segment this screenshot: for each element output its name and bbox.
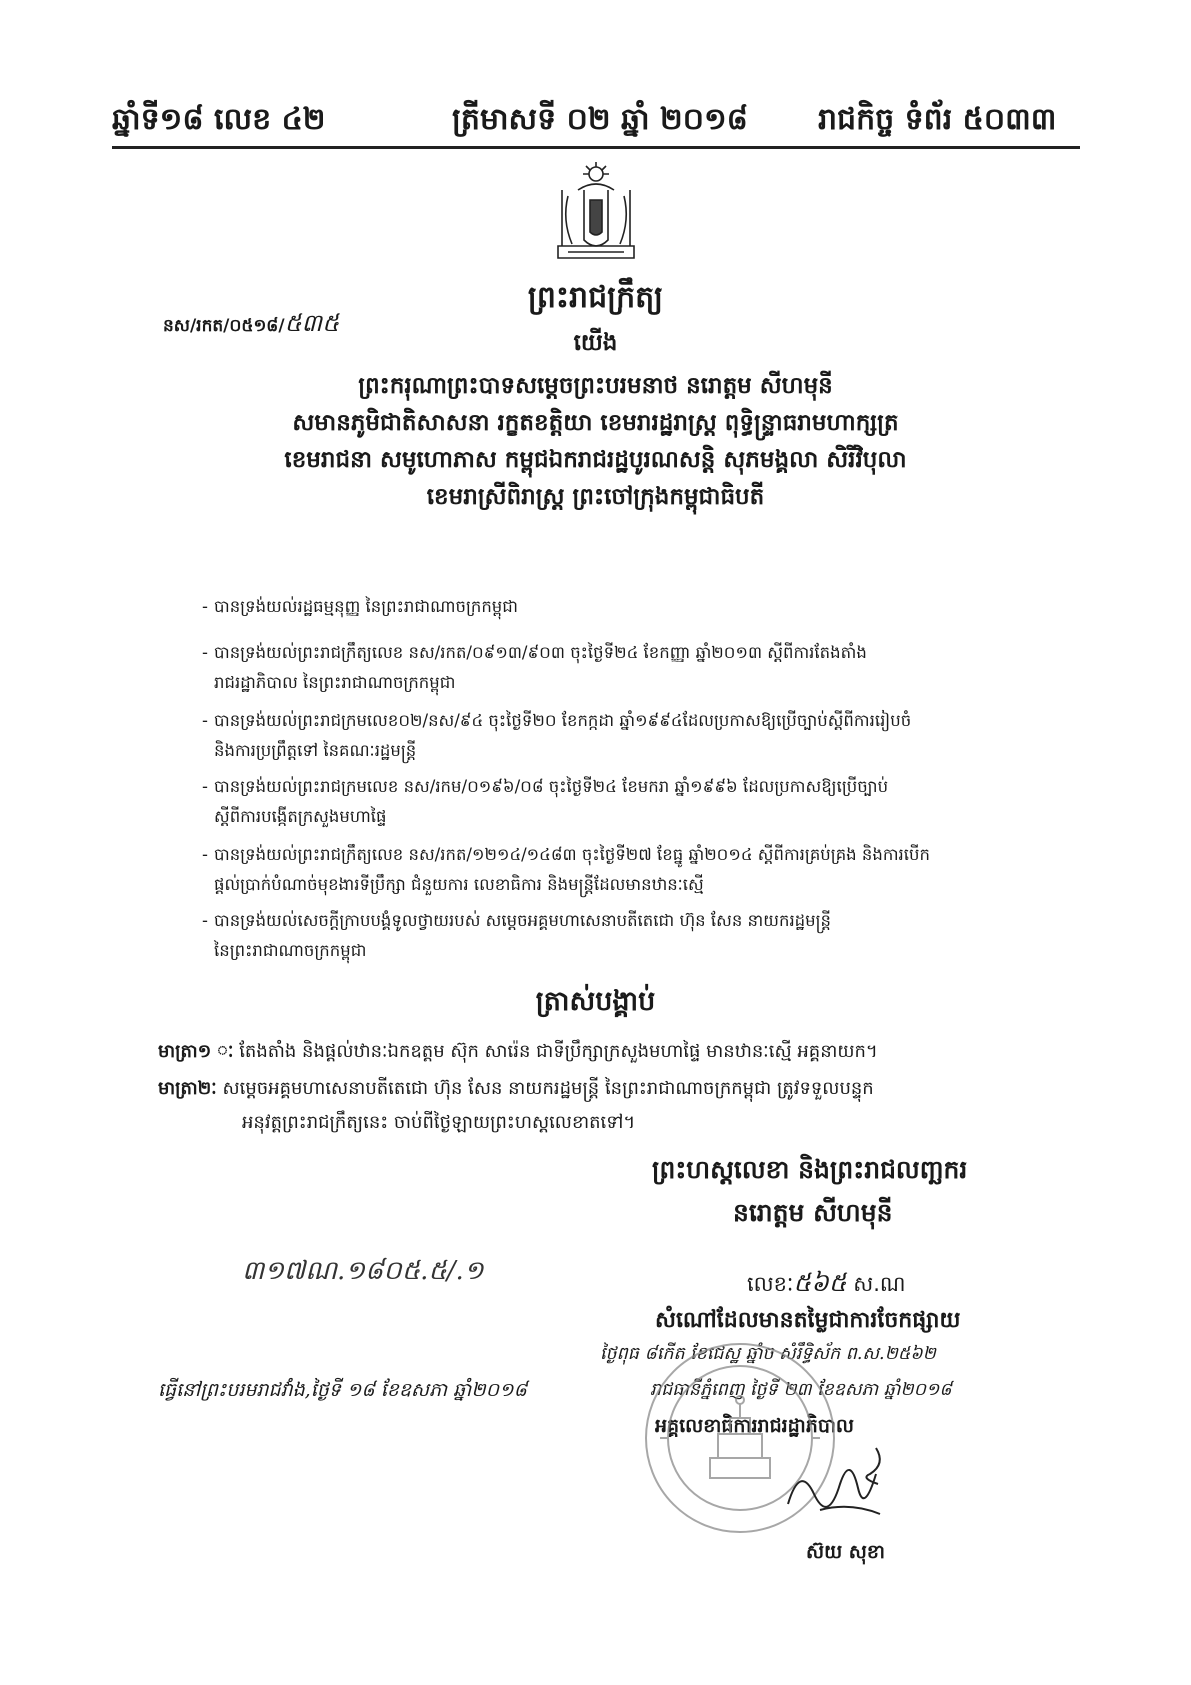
royal-signature-label: ព្រះហស្តលេខា និងព្រះរាជលញ្ឆករ [652,1155,968,1184]
article-1 [158,1036,878,1068]
king-title-line-3: ខេមរាជនា សមូហោភាស កម្ពុជឯករាជរដ្ឋបូរណសន្តិ សុភមង្គលា សិរីវិបុលា [284,446,907,473]
header-date: ត្រីមាសទី ០២ ឆ្នាំ ២០១៨ [452,102,748,137]
place-date: ធ្វើនៅព្រះបរមរាជវាំង,ថ្ងៃទី ១៨ ខែឧសភា ឆ្នាំ២០១៨ [158,1379,527,1401]
visa-line: បានទ្រង់យល់សេចក្តីក្រាបបង្គំទូលថ្វាយរបស់ សម្តេចអគ្គមហាសេនាបតីតេជោ ហ៊ុន សែន នាយករដ្ឋមន្ត្រី [214,911,832,930]
decree-subtitle: យើង [573,329,618,356]
king-title-line-4: ខេមរាស្រីពិរាស្ត្រ ព្រះចៅក្រុងកម្ពុជាធិបតី [426,483,765,510]
article-text: តែងតាំង និងផ្តល់ឋានៈឯកឧត្តម ស៊ុក សារ៉េន ជាទីប្រឹក្សាក្រសួងមហាផ្ទៃ មានឋានៈស្មើ អគ្គនាយក។ [239,1041,878,1062]
visa-line: ផ្តល់ប្រាក់បំណាច់មុខងារទីប្រឹក្សា ជំនួយការ លេខាធិការ និងមន្ត្រីដែលមានឋានៈស្មើ [214,875,704,894]
article-label: មាត្រា២ៈ [158,1078,217,1099]
article-2-continuation: អនុវត្តព្រះរាជក្រឹត្យនេះ ចាប់ពីថ្ងៃឡាយព្រះហស្តលេខាតទៅ។ [242,1112,636,1133]
visa-item: - បានទ្រង់យល់ព្រះរាជក្រមលេខ០២/នស/៩៤ ចុះថ្ងៃទី២០ ខែកក្កដា ឆ្នាំ១៩៩៤ដែលប្រកាសឱ្យប្រើច្បាប់ស្តីពីការរៀបចំ និងការប្រព្រឹត្តទៅ នៃគណៈរដ្ឋមន្ត្រី [214,706,1044,766]
visa-line: បានទ្រង់យល់រដ្ឋធម្មនុញ្ញ នៃព្រះរាជាណាចក្រកម្ពុជា [214,597,518,616]
header-page: រាជកិច្ច ទំព័រ ៥០៣៣ [818,102,1057,137]
number-line [747,1268,906,1304]
article-text: សម្តេចអគ្គមហាសេនាបតីតេជោ ហ៊ុន សែន នាយករដ្ឋមន្ត្រី នៃព្រះរាជាណាចក្រកម្ពុជា ត្រូវទទួលបន្ទុក [222,1078,874,1099]
visa-line: នៃព្រះរាជាណាចក្រកម្ពុជា [214,941,367,960]
visa-item: - បានទ្រង់យល់ព្រះរាជក្រឹត្យលេខ នស/រកត/០៩១៣/៩០៣ ចុះថ្ងៃទី២៤ ខែកញ្ញា ឆ្នាំ២០១៣ ស្តីពីការតែងតាំង រាជរដ្ឋាភិបាល នៃព្រះរាជាណាចក្រកម្ពុជា [214,638,1044,698]
header-year-issue: ឆ្នាំទី១៨ លេខ ៤២ [112,102,326,137]
reference-handwritten: ៥៣៥ [284,309,340,337]
royal-signature-name: នរោត្តម សីហមុនី [733,1198,893,1227]
visa-line: រាជរដ្ឋាភិបាល នៃព្រះរាជាណាចក្រកម្ពុជា [214,673,456,692]
handwritten-reference: ៣១៧ណ.១៨០៥.៥/.១ [242,1256,484,1286]
visa-item: - បានទ្រង់យល់ព្រះរាជក្រមលេខ នស/រកម/០១៩៦/០៨ ចុះថ្ងៃទី២៤ ខែមករា ឆ្នាំ១៩៩៦ ដែលប្រកាសឱ្យប្រើច្បាប់ ស្តីពីការបង្កើតក្រសួងមហាផ្ទៃ [214,772,1044,832]
certified-copy-label: សំណៅដែលមានតម្លៃជាការចែកផ្សាយ [655,1307,961,1333]
phnom-penh-date: រាជធានីភ្នំពេញ ថ្ងៃទី ២៣ ខែឧសភា ឆ្នាំ២០១៨ [650,1380,952,1400]
king-title-line-2: សមានភូមិជាតិសាសនា រក្ខតខត្តិយា ខេមរារដ្ឋរាស្ត្រ ពុទ្ធិន្ទ្រាធរាមហាក្សត្រ [292,409,899,436]
article-2 [158,1073,874,1105]
reference-printed: នស/រកត/០៥១៨/ [163,316,285,336]
visa-line: និងការប្រព្រឹត្តទៅ នៃគណៈរដ្ឋមន្ត្រី [214,741,417,760]
number-value: ៥៦៥ [793,1268,847,1297]
king-title-line-1: ព្រះករុណាព្រះបាទសម្តេចព្រះបរមនាថ នរោត្តម សីហមុនី [358,372,833,399]
article-label: មាត្រា១ ៈ [158,1041,234,1062]
visa-line: បានទ្រង់យល់ព្រះរាជក្រមលេខ០២/នស/៩៤ ចុះថ្ងៃទី២០ ខែកក្កដា ឆ្នាំ១៩៩៤ដែលប្រកាសឱ្យប្រើច្បាប់ស្តីពីការរៀបចំ [214,711,912,730]
number-suffix: ស.ណ [853,1272,906,1296]
lunar-date: ថ្ងៃពុធ ៨កើត ខែជេស្ឋ ឆ្នាំច សំរឹទ្ធិស័ក ព.ស.២៥៦២ [600,1344,936,1364]
number-label: លេខៈ [747,1272,794,1296]
visa-item: - បានទ្រង់យល់សេចក្តីក្រាបបង្គំទូលថ្វាយរបស់ សម្តេចអគ្គមហាសេនាបតីតេជោ ហ៊ុន សែន នាយករដ្ឋមន្ត្រី នៃព្រះរាជាណាចក្រកម្ពុជា [214,906,1044,966]
royal-arms-emblem [548,160,644,266]
visa-line: បានទ្រង់យល់ព្រះរាជក្រឹត្យលេខ នស/រកត/១២១៤/១៤៨៣ ចុះថ្ងៃទី២៧ ខែធ្នូ ឆ្នាំ២០១៤ ស្តីពីការគ្រប់គ្រង និងការបើក [214,845,930,864]
secretary-name: ស៊យ សុខា [806,1541,885,1563]
header-rule [112,146,1080,149]
visa-line: បានទ្រង់យល់ព្រះរាជក្រមលេខ នស/រកម/០១៩៦/០៨ ចុះថ្ងៃទី២៤ ខែមករា ឆ្នាំ១៩៩៦ ដែលប្រកាសឱ្យប្រើច្បាប់ [214,777,889,796]
decree-title: ព្រះរាជក្រឹត្យ [527,280,664,315]
visa-item: - បានទ្រង់យល់រដ្ឋធម្មនុញ្ញ នៃព្រះរាជាណាចក្រកម្ពុជា [214,592,1044,622]
secretary-general-title: អគ្គលេខាធិការរាជរដ្ឋាភិបាល [655,1415,854,1437]
visa-item: - បានទ្រង់យល់ព្រះរាជក្រឹត្យលេខ នស/រកត/១២១៤/១៤៨៣ ចុះថ្ងៃទី២៧ ខែធ្នូ ឆ្នាំ២០១៤ ស្តីពីការគ្រប់គ្រង និងការបើក ផ្តល់ប្រាក់បំណាច់មុខងារទីប្រឹក្សា ជំនួយការ លេខាធិការ និងមន្ត្រីដែលមានឋានៈស្មើ [214,840,1044,900]
decree-heading: ត្រាស់បង្គាប់ [535,986,656,1017]
visa-line: ស្តីពីការបង្កើតក្រសួងមហាផ្ទៃ [214,807,387,826]
visa-line: បានទ្រង់យល់ព្រះរាជក្រឹត្យលេខ នស/រកត/០៩១៣/៩០៣ ចុះថ្ងៃទី២៤ ខែកញ្ញា ឆ្នាំ២០១៣ ស្តីពីការតែងតាំង [214,643,867,662]
secretary-handwritten-signature [780,1444,890,1534]
